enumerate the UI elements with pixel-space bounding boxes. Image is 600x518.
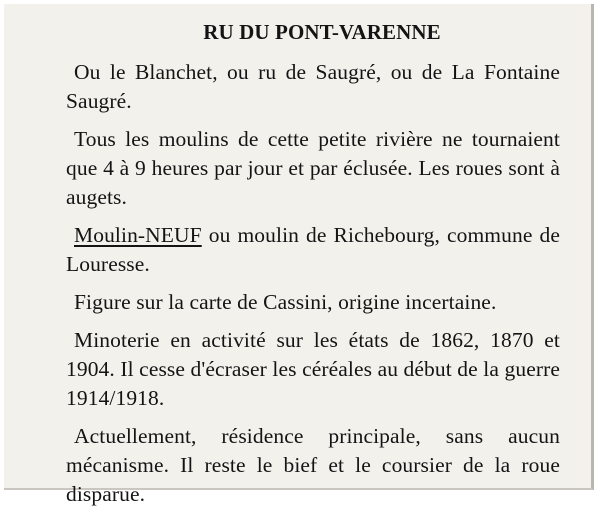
paragraph-names: Ou le Blanchet, ou ru de Saugré, ou de La Fontaine Saugré.: [66, 60, 560, 113]
scanned-page: [4, 4, 594, 506]
document-title: RU DU PONT-VARENNE: [203, 20, 441, 44]
document-body: [66, 18, 560, 518]
mill-name: Moulin-NEUF: [74, 223, 202, 247]
paragraph-mills: Tous les moulins de cette petite rivière ne tournaient que 4 à 9 heures par jour et par éclusée. Les roues sont à augets.: [66, 127, 560, 209]
paragraph-minoterie: Minoterie en activité sur les états de 1862, 1870 et 1904. Il cesse d'écraser les céréales au début de la guerre 1914/1918.: [66, 328, 560, 410]
paragraph-cassini: Figure sur la carte de Cassini, origine incertaine.: [74, 290, 497, 314]
mill-description: ou moulin de Richebourg, commune de Louresse.: [66, 223, 560, 276]
paragraph-moulin-neuf: [66, 221, 560, 279]
paragraph-current-state: Actuellement, résidence principale, sans aucun mécanisme. Il reste le bief et le coursier de la roue disparue.: [66, 424, 560, 506]
